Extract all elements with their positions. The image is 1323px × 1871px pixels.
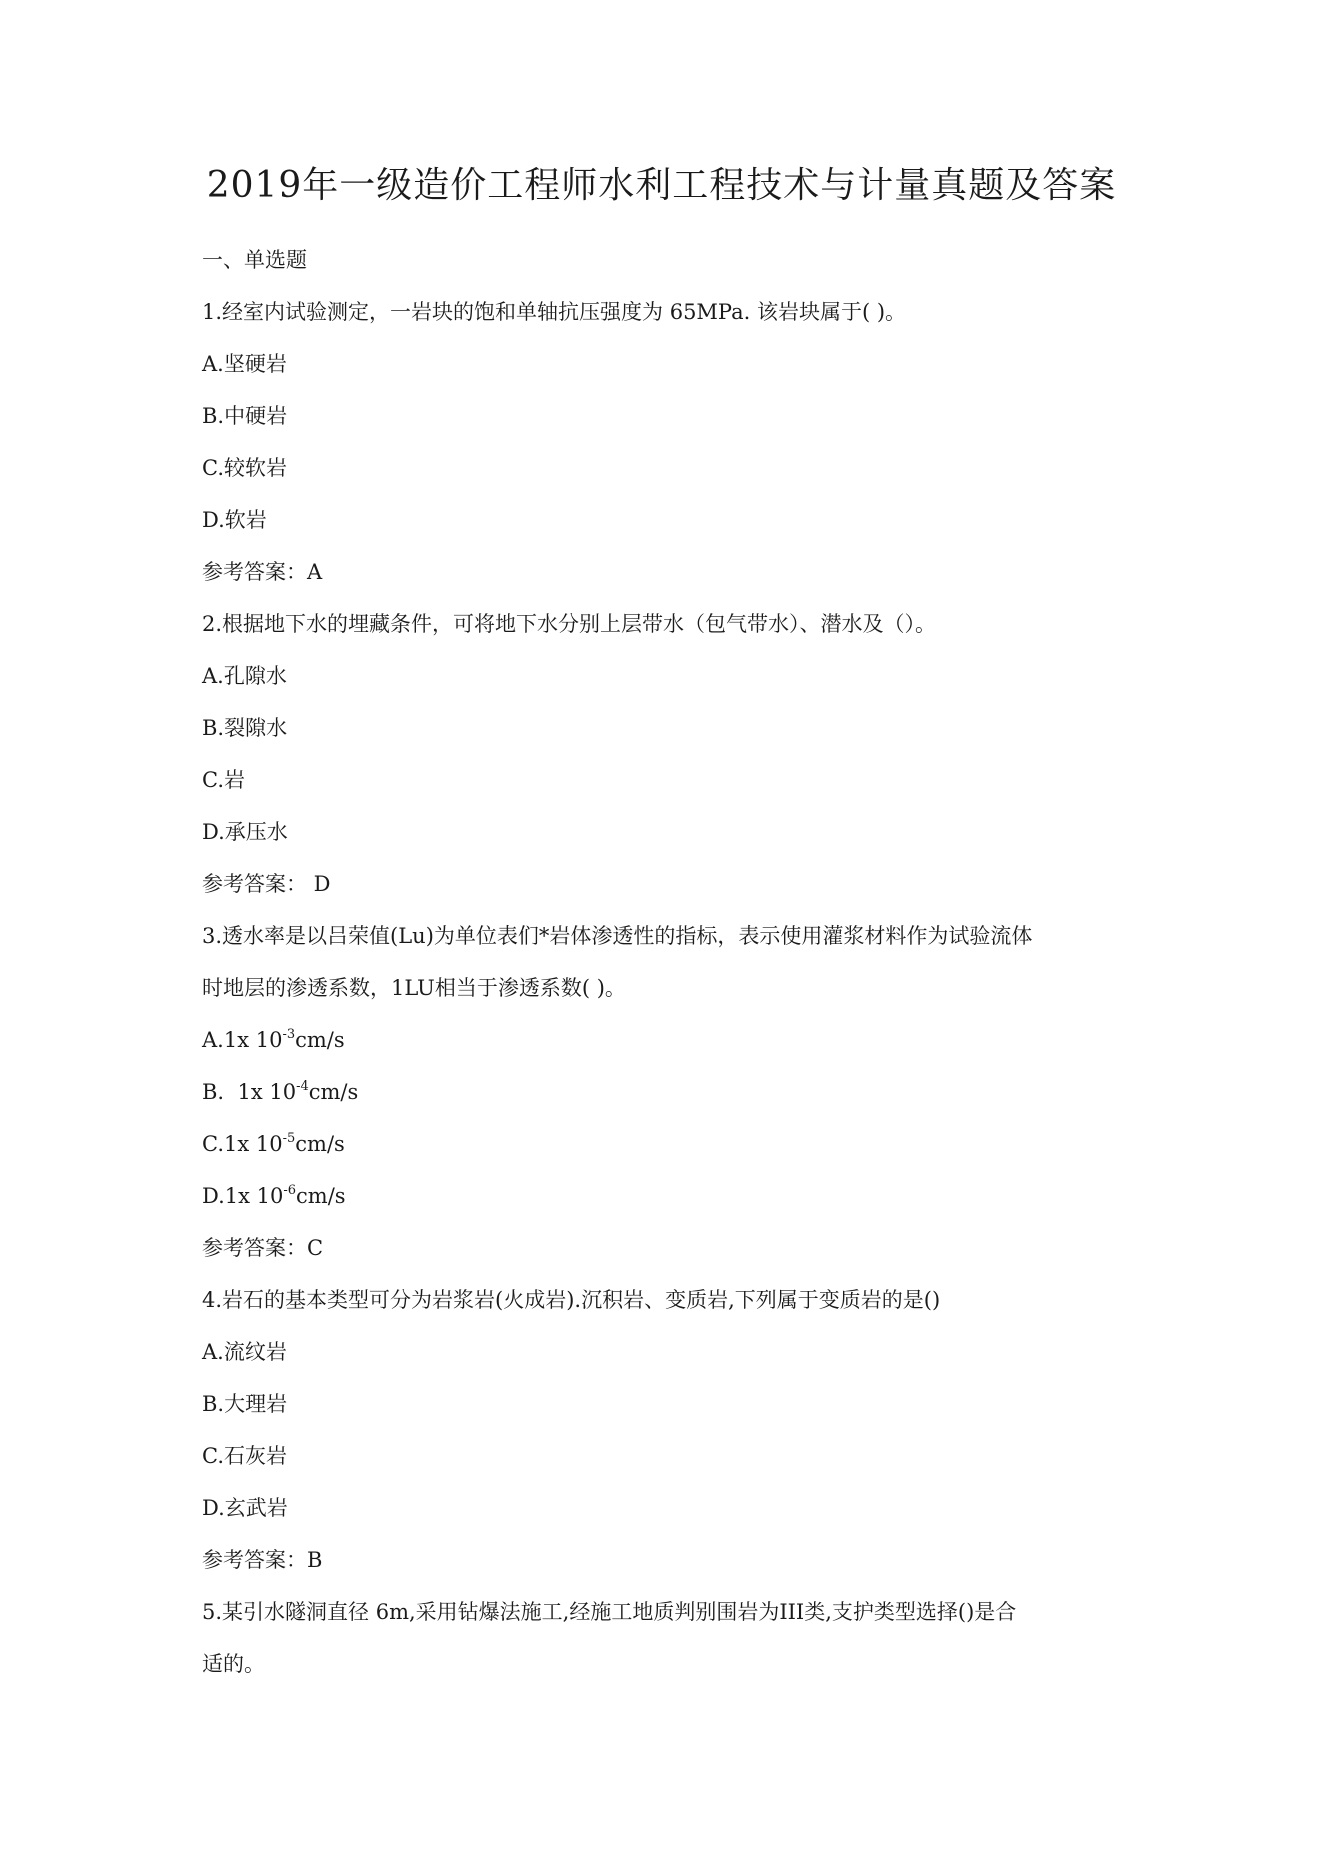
question-1-option-a: A.坚硬岩 xyxy=(202,352,287,376)
question-5-text-line2: 适的。 xyxy=(202,1652,265,1676)
document-title: 2019年一级造价工程师水利工程技术与计量真题及答案 xyxy=(206,165,1117,206)
question-1-option-c: C.较软岩 xyxy=(202,456,287,480)
option-prefix: A.1x 10 xyxy=(202,1028,283,1052)
question-3-text-line1: 3.透水率是以吕荣值(Lu)为单位表们*岩体渗透性的指标，表示使用灌浆材料作为试验流体 xyxy=(202,924,1033,948)
question-3-option-a xyxy=(202,1026,345,1054)
option-prefix: B. 1x 10 xyxy=(202,1080,297,1104)
option-prefix: D.1x 10 xyxy=(202,1184,284,1208)
question-4-option-c: C.石灰岩 xyxy=(202,1444,287,1468)
question-4-option-a: A.流纹岩 xyxy=(202,1340,287,1364)
option-unit: cm/s xyxy=(296,1184,346,1208)
question-2-option-a: A.孔隙水 xyxy=(202,664,287,688)
question-2-option-b: B.裂隙水 xyxy=(202,716,288,740)
option-unit: cm/s xyxy=(308,1080,359,1104)
question-1-option-d: D.软岩 xyxy=(202,508,267,532)
question-1-answer: 参考答案：A xyxy=(202,560,323,584)
question-3-option-c xyxy=(202,1130,345,1158)
section-heading: 一、单选题 xyxy=(202,248,307,272)
question-4-answer: 参考答案：B xyxy=(202,1548,323,1572)
question-3-answer: 参考答案：C xyxy=(202,1236,324,1260)
question-3-option-b xyxy=(202,1078,358,1106)
question-2-answer: 参考答案： D xyxy=(202,872,331,896)
question-4-text: 4.岩石的基本类型可分为岩浆岩(火成岩).沉积岩、变质岩,下列属于变质岩的是() xyxy=(202,1288,941,1312)
question-3-text-line2: 时地层的渗透系数，1LU相当于渗透系数( )。 xyxy=(202,976,626,1000)
option-exponent: -4 xyxy=(296,1079,309,1094)
question-2-text: 2.根据地下水的埋藏条件，可将地下水分别上层带水（包气带水）、潜水及（）。 xyxy=(202,612,937,636)
option-unit: cm/s xyxy=(295,1132,345,1156)
question-1-option-b: B.中硬岩 xyxy=(202,404,288,428)
option-prefix: C.1x 10 xyxy=(202,1132,283,1156)
question-1-text: 1.经室内试验测定，一岩块的饱和单轴抗压强度为 65MPa. 该岩块属于( )。 xyxy=(202,300,907,324)
question-3-option-d xyxy=(202,1182,346,1210)
question-5-text-line1: 5.某引水隧洞直径 6m,采用钻爆法施工,经施工地质判别围岩为III类,支护类型选择()是合 xyxy=(202,1600,1017,1624)
option-exponent: -5 xyxy=(282,1131,296,1146)
option-exponent: -6 xyxy=(283,1183,297,1198)
question-2-option-d: D.承压水 xyxy=(202,820,288,844)
question-4-option-b: B.大理岩 xyxy=(202,1392,288,1416)
question-2-option-c: C.岩 xyxy=(202,768,245,792)
option-exponent: -3 xyxy=(282,1027,296,1042)
question-4-option-d: D.玄武岩 xyxy=(202,1496,288,1520)
option-unit: cm/s xyxy=(295,1028,345,1052)
